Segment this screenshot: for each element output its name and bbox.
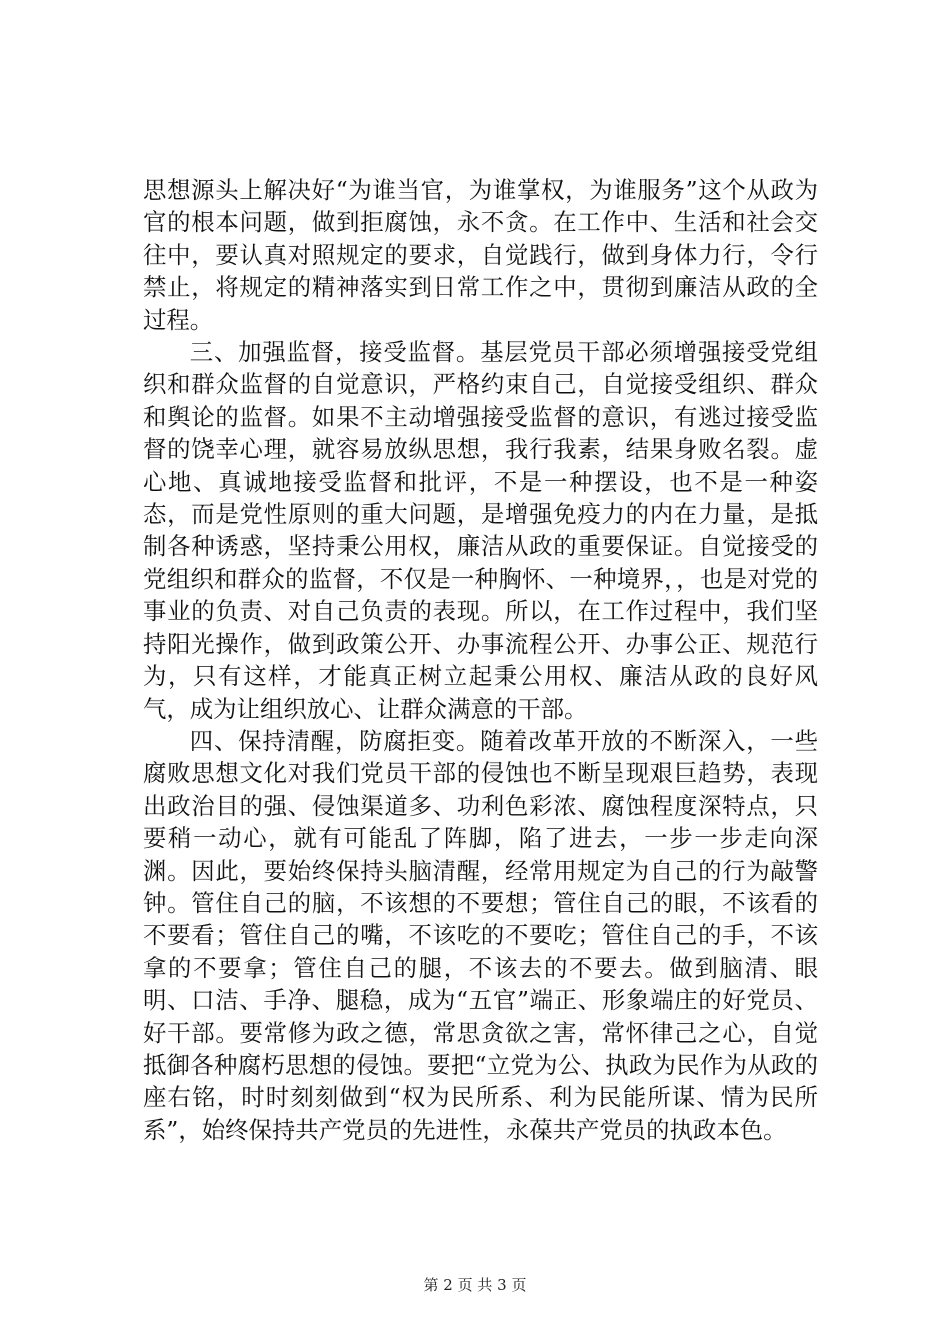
document-body [143,174,818,1146]
page-footer: 第 2 页 共 3 页 [423,1276,527,1294]
paragraph-continuation: 思想源头上解决好“为谁当官，为谁掌权，为谁服务”这个从政为官的根本问题，做到拒腐蚀，永不贪。在工作中、生活和社会交往中，要认真对照规定的要求，自觉践行，做到身体力行，令行禁止，将规定的精神落实到日常工作之中，贯彻到廉洁从政的全过程。 [143,176,818,334]
paragraph-section-three: 三、加强监督，接受监督。基层党员干部必须增强接受党组织和群众监督的自觉意识，严格约束自己，自觉接受组织、群众和舆论的监督。如果不主动增强接受监督的意识，有逃过接受监督的饶幸心理，就容易放纵思想，我行我素，结果身败名裂。虚心地、真诚地接受监督和批评，不是一种摆设，也不是一种姿态，而是党性原则的重大问题，是增强免疫力的内在力量，是抵制各种诱惑，坚持秉公用权，廉洁从政的重要保证。自觉接受的党组织和群众的监督，不仅是一种胸怀、一种境界，，也是对党的事业的负责、对自己负责的表现。所以，在工作过程中，我们坚持阳光操作，做到政策公开、办事流程公开、办事公正、规范行为，只有这样，才能真正树立起秉公用权、廉洁从政的良好风气，成为让组织放心、让群众满意的干部。 [143,338,818,723]
paragraph-section-four: 四、保持清醒，防腐拒变。随着改革开放的不断深入，一些腐败思想文化对我们党员干部的侵蚀也不断呈现艰巨趋势，表现出政治目的强、侵蚀渠道多、功利色彩浓、腐蚀程度深特点，只要稍一动心，就有可能乱了阵脚，陷了进去，一步一步走向深渊。因此，要始终保持头脑清醒，经常用规定为自己的行为敲警钟。管住自己的脑，不该想的不要想；管住自己的眼，不该看的不要看；管住自己的嘴，不该吃的不要吃；管住自己的手，不该拿的不要拿；管住自己的腿，不该去的不要去。做到脑清、眼明、口洁、手净、腿稳，成为“五官”端正、形象端庄的好党员、好干部。要常修为政之德，常思贪欲之害，常怀律己之心，自觉抵御各种腐朽思想的侵蚀。要把“立党为公、执政为民作为从政的座右铭，时时刻刻做到“权为民所系、利为民能所谋、情为民所系”，始终保持共产党员的先进性，永葆共产党员的执政本色。 [143,726,818,1144]
